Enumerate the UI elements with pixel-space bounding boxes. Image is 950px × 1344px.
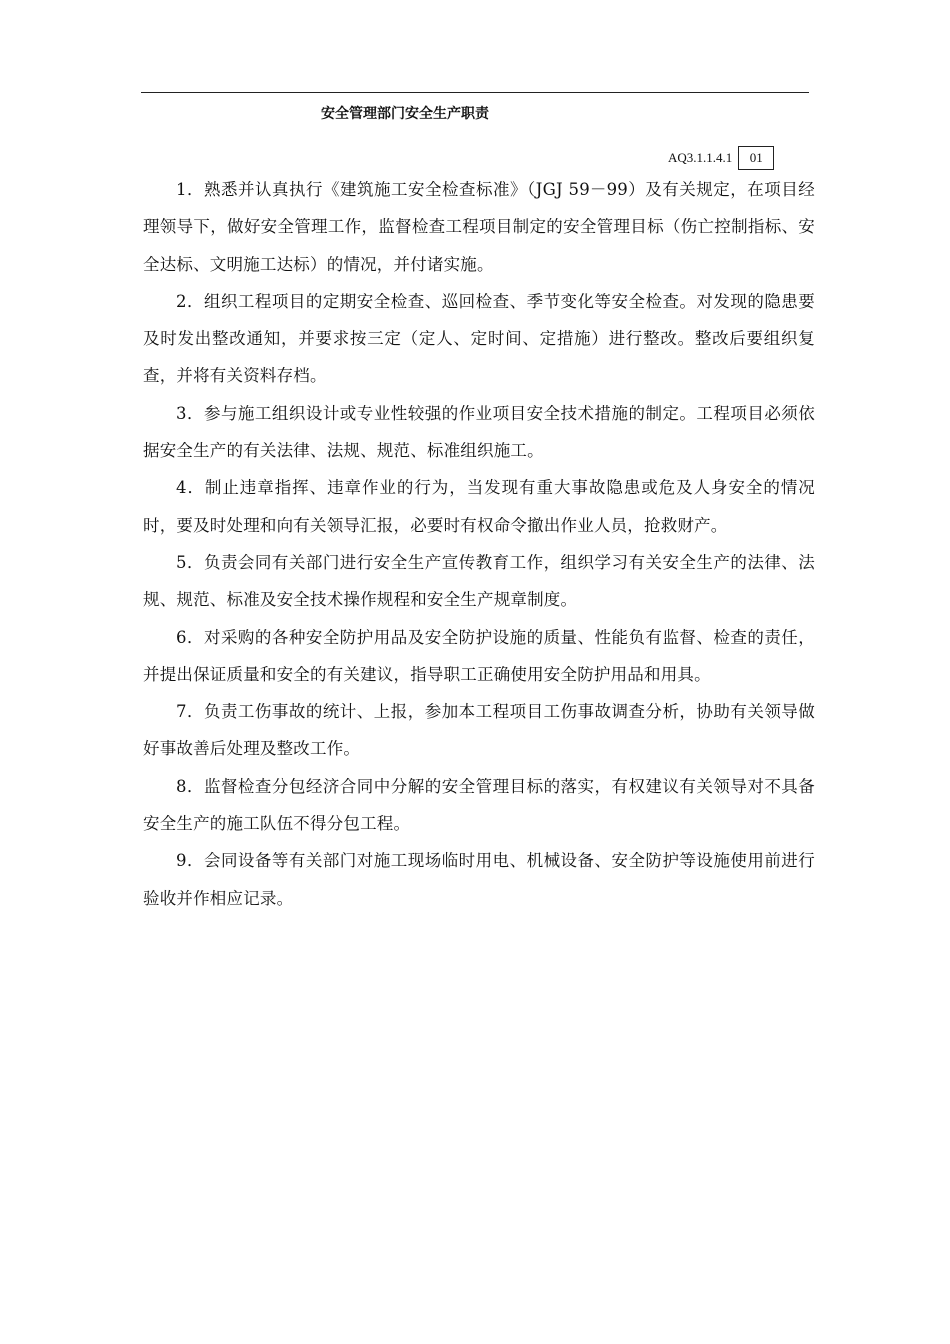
document-body xyxy=(143,171,815,917)
header-rule xyxy=(141,92,809,93)
paragraph-7: 7．负责工伤事故的统计、上报，参加本工程项目工伤事故调查分析，协助有关领导做好事故善后处理及整改工作。 xyxy=(143,702,815,759)
paragraph-8: 8．监督检查分包经济合同中分解的安全管理目标的落实，有权建议有关领导对不具备安全生产的施工队伍不得分包工程。 xyxy=(143,776,815,834)
paragraph-9: 9．会同设备等有关部门对施工现场临时用电、机械设备、安全防护等设施使用前进行验收并作相应记录。 xyxy=(143,851,815,908)
document-title: 安全管理部门安全生产职责 xyxy=(321,106,489,122)
paragraph-1: 1．熟悉并认真执行《建筑施工安全检查标准》（JGJ 59－99）及有关规定，在项目经理领导下，做好安全管理工作，监督检查工程项目制定的安全管理目标（伤亡控制指标、安全达标、文明施工达标）的情况，并付诸实施。 xyxy=(143,180,815,274)
paragraph-2: 2．组织工程项目的定期安全检查、巡回检查、季节变化等安全检查。对发现的隐患要及时发出整改通知，并要求按三定（定人、定时间、定措施）进行整改。整改后要组织复查，并将有关资料存档。 xyxy=(143,291,815,386)
revision-box: 01 xyxy=(738,146,774,170)
paragraph-4: 4．制止违章指挥、违章作业的行为，当发现有重大事故隐患或危及人身安全的情况时，要及时处理和向有关领导汇报，必要时有权命令撤出作业人员，抢救财产。 xyxy=(143,478,815,535)
paragraph-3: 3．参与施工组织设计或专业性较强的作业项目安全技术措施的制定。工程项目必须依据安全生产的有关法律、法规、规范、标准组织施工。 xyxy=(143,403,815,461)
document-code-row xyxy=(668,146,774,170)
paragraph-5: 5．负责会同有关部门进行安全生产宣传教育工作，组织学习有关安全生产的法律、法规、规范、标准及安全技术操作规程和安全生产规章制度。 xyxy=(143,552,815,610)
document-code: AQ3.1.1.4.1 xyxy=(668,150,733,165)
paragraph-6: 6．对采购的各种安全防护用品及安全防护设施的质量、性能负有监督、检查的责任，并提出保证质量和安全的有关建议，指导职工正确使用安全防护用品和用具。 xyxy=(143,627,815,684)
